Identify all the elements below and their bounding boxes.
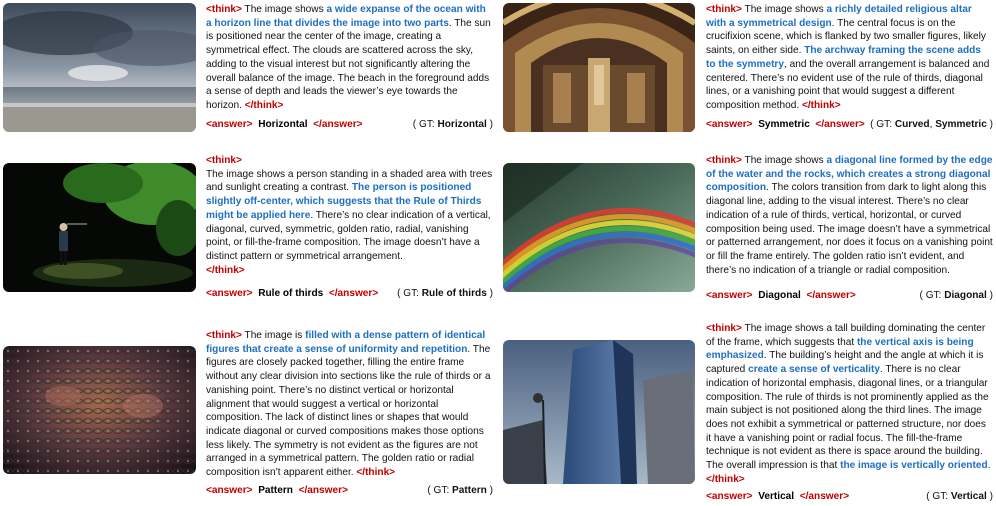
ground-truth-label: Vertical [950,491,987,502]
highlighted-text: a richly detailed religious altar with a symmetrical design [706,4,972,29]
ground-truth-label: Diagonal [944,290,987,301]
think-close-tag: </think> [356,467,396,479]
answer-close-tag: </answer> [815,119,865,130]
ground-truth-label: Pattern [452,485,487,496]
ground-truth: ( GT: Pattern ) [427,485,493,496]
ground-truth: ( GT: Vertical ) [926,491,993,502]
panel-text [206,3,493,113]
reasoning-text: The image is [244,330,306,341]
answer-line [706,118,993,132]
answer-value: Diagonal [758,290,801,301]
answer-line [706,289,993,303]
reasoning-text: . There’s no clear indication of a vertical, diagonal, curved, symmetric, golden ratio, radial, vanishing point, or fill-the-frame composition. The image doesn’t have a distinct pattern or symmetrical arrangement. [206,209,491,262]
panel-text [206,154,493,277]
highlighted-text: the image is vertically oriented [840,460,988,472]
answer-close-tag: </answer> [806,290,856,301]
ground-truth-label: Curved [894,119,930,130]
answer-open-tag: <answer> [706,290,753,301]
reasoning-text: . [987,460,991,472]
think-open-tag: <think> [206,155,242,166]
answer-close-tag: </answer> [298,485,348,496]
think-close-tag: </think> [244,99,284,111]
think-close-tag: </think> [801,99,841,111]
answer-value: Pattern [258,485,293,496]
ground-truth-label: Horizontal [437,119,487,130]
reasoning-text: . The sun is positioned near the center of the image, creating a symmetrical effect. The clouds are scattered across the sky, adding to the visual interest but not significantly altering the overall balance of the image. The beach in the foreground adds a sense of depth and leads the viewer’s eye towards the horizon. [206,17,491,111]
reasoning-text: . The colors transition from dark to light along this diagonal line, adding to the visual interest. There’s no clear indication of a rule of thirds, vertical, horizontal, or curved composition being used. The image doesn’t have a symmetrical or patterned arrangement, nor does it focus on a vanishing point or fill the frame entirely. The golden ratio isn’t evident, and there’s no indication of a triangle or radial composition. [706,182,993,276]
reasoning-text: The image shows [744,155,827,166]
photo-rainbow-waterfall [503,163,695,292]
reasoning-text: . The figures are closely packed together, filling the entire frame without any clear division into sections like the rule of thirds or a vanishing point. There’s no distinct vertical or horizontal alignment that would suggest a vertical or horizontal composition. The lack of distinct lines or shapes that would indicate diagonal or curved compositions makes those options less likely. The symmetry is not evident as the figures are not arranged in a symmetrical pattern. The golden ratio or radial composition isn’t apparent either. [206,343,491,479]
answer-close-tag: </answer> [328,288,379,299]
highlighted-text: The person is positioned slightly off-center, which suggests that the Rule of Thirds might be applied here [206,182,482,221]
ground-truth: ( GT: Curved, Symmetric ) [870,119,993,130]
highlighted-text: the vertical axis is being emphasized [706,336,974,362]
ground-truth: ( GT: Diagonal ) [919,290,993,301]
panel-text [706,3,993,113]
ground-truth-label: Symmetric [935,119,987,130]
answer-value: Symmetric [758,119,810,130]
answer-open-tag: <answer> [706,491,753,502]
ground-truth: ( GT: Rule of thirds ) [397,288,493,299]
think-open-tag: <think> [706,155,742,166]
reasoning-text: The image shows a person standing in a shaded area with trees and sunlight creating a contrast. [206,168,493,194]
answer-value: Rule of thirds [258,288,324,299]
photo-ocean-horizon [3,3,196,132]
reasoning-text: , and the overall arrangement is balanced and centered. There’s no evident use of the rule of thirds, diagonal lines, or a vanishing point that would suggest a different composition method. [706,58,990,111]
reasoning-text: . The building’s height and the angle at which it is captured [706,350,984,376]
highlighted-text: a wide expanse of the ocean with a horizon line that divides the image into two parts [206,4,486,29]
reasoning-text: The image shows [744,4,827,15]
think-open-tag: <think> [206,4,242,15]
reasoning-text: The image shows a tall building dominating the center of the frame, which suggests that [706,323,986,348]
answer-open-tag: <answer> [206,288,253,299]
answer-open-tag: <answer> [206,119,253,130]
answer-line [206,484,493,498]
ground-truth: ( GT: Horizontal ) [412,119,493,130]
highlighted-text: a diagonal line formed by the edge of the water and the rocks, which creates a strong diagonal composition [706,155,993,194]
think-open-tag: <think> [706,4,742,15]
panel-text [706,154,993,277]
panel-text [206,329,493,480]
panel-text [706,322,993,486]
photo-religious-altar [503,3,695,132]
highlighted-text: create a sense of verticality [748,364,880,376]
photo-person-in-forest [3,163,196,292]
photo-tall-building [503,340,695,484]
answer-close-tag: </answer> [313,119,363,130]
answer-line [206,118,493,132]
answer-line [206,287,493,301]
answer-open-tag: <answer> [706,119,753,130]
answer-value: Vertical [758,491,795,502]
answer-value: Horizontal [258,119,308,130]
photo-figure-pattern [3,346,196,474]
answer-open-tag: <answer> [206,485,253,496]
answer-close-tag: </answer> [799,491,850,502]
highlighted-text: The archway framing the scene adds to the symmetry [706,45,981,70]
think-close-tag: </think> [206,264,245,276]
answer-line [706,490,993,504]
think-close-tag: </think> [706,473,745,485]
reasoning-text: . The central focus is on the crucifixion scene, which is flanked by two smaller figures, likely saints, on either side. [706,17,986,57]
think-open-tag: <think> [706,323,742,334]
think-open-tag: <think> [206,330,242,341]
reasoning-text: The image shows [244,4,327,15]
ground-truth-label: Rule of thirds [421,288,487,299]
highlighted-text: filled with a dense pattern of identical figures that create a sense of uniformity and repetition [206,330,486,355]
reasoning-text: . There is no clear indication of horizontal emphasis, diagonal lines, or a triangular composition. The rule of thirds is not prominently applied as the main subject is not positioned along the third lines. The image does not exhibit a symmetrical or patterned structure, nor does it have a vanishing point or radial focus. The fill-the-frame technique is not evident as there is space around the building. The overall impression is that [706,364,989,472]
